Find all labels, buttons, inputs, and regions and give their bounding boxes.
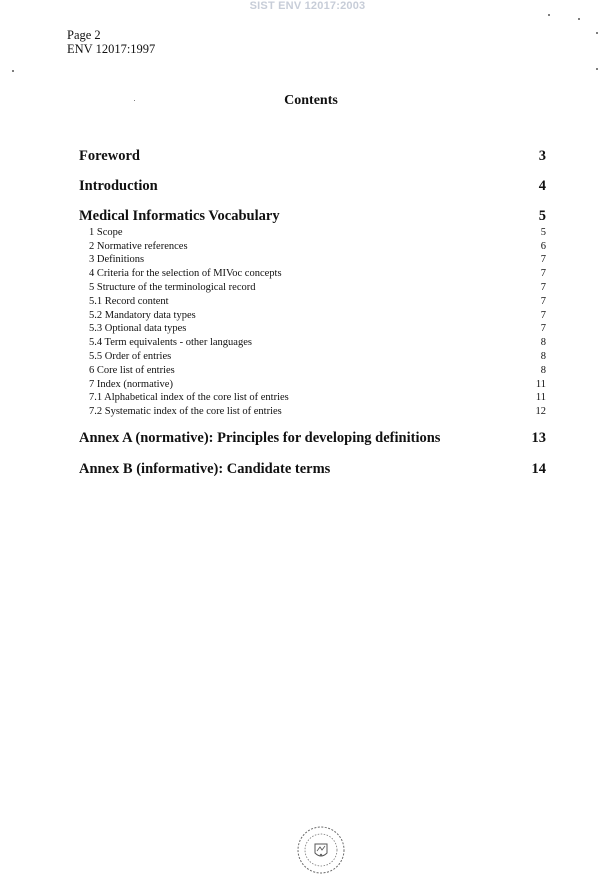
toc-sub-page: 7	[540, 254, 546, 265]
toc-sub-page: 8	[540, 337, 546, 348]
toc-entry-page: 4	[538, 178, 546, 194]
toc-sub-label: 1 Scope	[89, 227, 123, 238]
toc-entry-vocabulary[interactable]	[79, 208, 546, 225]
watermark: SIST ENV 12017:2003	[249, 0, 366, 12]
toc-entry-label: Foreword	[79, 148, 140, 164]
toc-sub-entry[interactable]	[79, 406, 546, 417]
toc-sub-page: 6	[540, 241, 546, 252]
toc-entry-label: Annex A (normative): Principles for developing definitions	[79, 430, 441, 446]
scan-speck	[548, 14, 550, 16]
toc-entry-page: 5	[538, 208, 546, 224]
toc-sub-entry[interactable]	[79, 296, 546, 307]
toc-sub-entry[interactable]	[79, 351, 546, 362]
toc-sub-label: 5.1 Record content	[89, 296, 169, 307]
toc-sub-entry[interactable]	[79, 227, 546, 238]
toc-sub-entry[interactable]	[79, 337, 546, 348]
official-seal-stamp	[291, 822, 351, 874]
toc-sub-label: 5 Structure of the terminological record	[89, 282, 256, 293]
page-header	[67, 28, 155, 56]
toc-entry-page: 3	[538, 148, 546, 164]
page-number: Page 2	[67, 28, 101, 42]
toc-sub-label: 7 Index (normative)	[89, 379, 173, 390]
toc-sub-entry[interactable]	[79, 241, 546, 252]
toc-sub-page: 8	[540, 351, 546, 362]
standard-code: ENV 12017:1997	[67, 42, 156, 56]
toc-sub-label: 4 Criteria for the selection of MIVoc concepts	[89, 268, 282, 279]
toc-sub-page: 12	[535, 406, 546, 417]
toc-entry-page: 14	[531, 461, 546, 477]
toc-sub-label: 5.4 Term equivalents - other languages	[89, 337, 252, 348]
toc-sub-entry[interactable]	[79, 310, 546, 321]
toc-sub-label: 5.2 Mandatory data types	[89, 310, 196, 321]
toc-sub-page: 7	[540, 323, 546, 334]
toc-sub-entry[interactable]	[79, 365, 546, 376]
toc-sub-label: 7.2 Systematic index of the core list of entries	[89, 406, 282, 417]
toc-sub-page: 8	[540, 365, 546, 376]
toc-sub-page: 11	[535, 379, 546, 390]
toc-sub-page: 7	[540, 310, 546, 321]
toc-entry-label: Annex B (informative): Candidate terms	[79, 461, 331, 477]
toc-sub-label: 6 Core list of entries	[89, 365, 175, 376]
toc-sub-page: 7	[540, 296, 546, 307]
toc-sub-entry[interactable]	[79, 254, 546, 265]
toc-entry-annex-b[interactable]	[79, 461, 546, 478]
scan-speck	[596, 68, 598, 70]
toc-sub-label: 3 Definitions	[89, 254, 145, 265]
toc-sub-entry[interactable]	[79, 392, 546, 403]
toc-sub-page: 7	[540, 268, 546, 279]
toc-sub-label: 5.5 Order of entries	[89, 351, 172, 362]
toc-sub-entry[interactable]	[79, 379, 546, 390]
toc-entry-foreword[interactable]	[79, 148, 546, 165]
toc-sub-page: 7	[540, 282, 546, 293]
scan-speck	[596, 32, 598, 34]
toc-sub-entry[interactable]	[79, 323, 546, 334]
toc-entry-label: Medical Informatics Vocabulary	[79, 208, 280, 224]
scan-speck	[12, 70, 14, 72]
toc-entry-label: Introduction	[79, 178, 158, 194]
toc-sub-label: 2 Normative references	[89, 241, 188, 252]
toc-sub-entry[interactable]	[79, 282, 546, 293]
toc-entry-introduction[interactable]	[79, 178, 546, 195]
toc-sub-page: 5	[540, 227, 546, 238]
toc-entry-annex-a[interactable]	[79, 430, 546, 447]
toc-sub-label: 5.3 Optional data types	[89, 323, 187, 334]
scan-speck	[578, 18, 580, 20]
toc-sub-entry[interactable]	[79, 268, 546, 279]
toc-entry-page: 13	[531, 430, 546, 446]
toc-sub-page: 11	[535, 392, 546, 403]
contents-title: Contents	[284, 93, 338, 108]
toc-sub-label: 7.1 Alphabetical index of the core list of entries	[89, 392, 289, 403]
